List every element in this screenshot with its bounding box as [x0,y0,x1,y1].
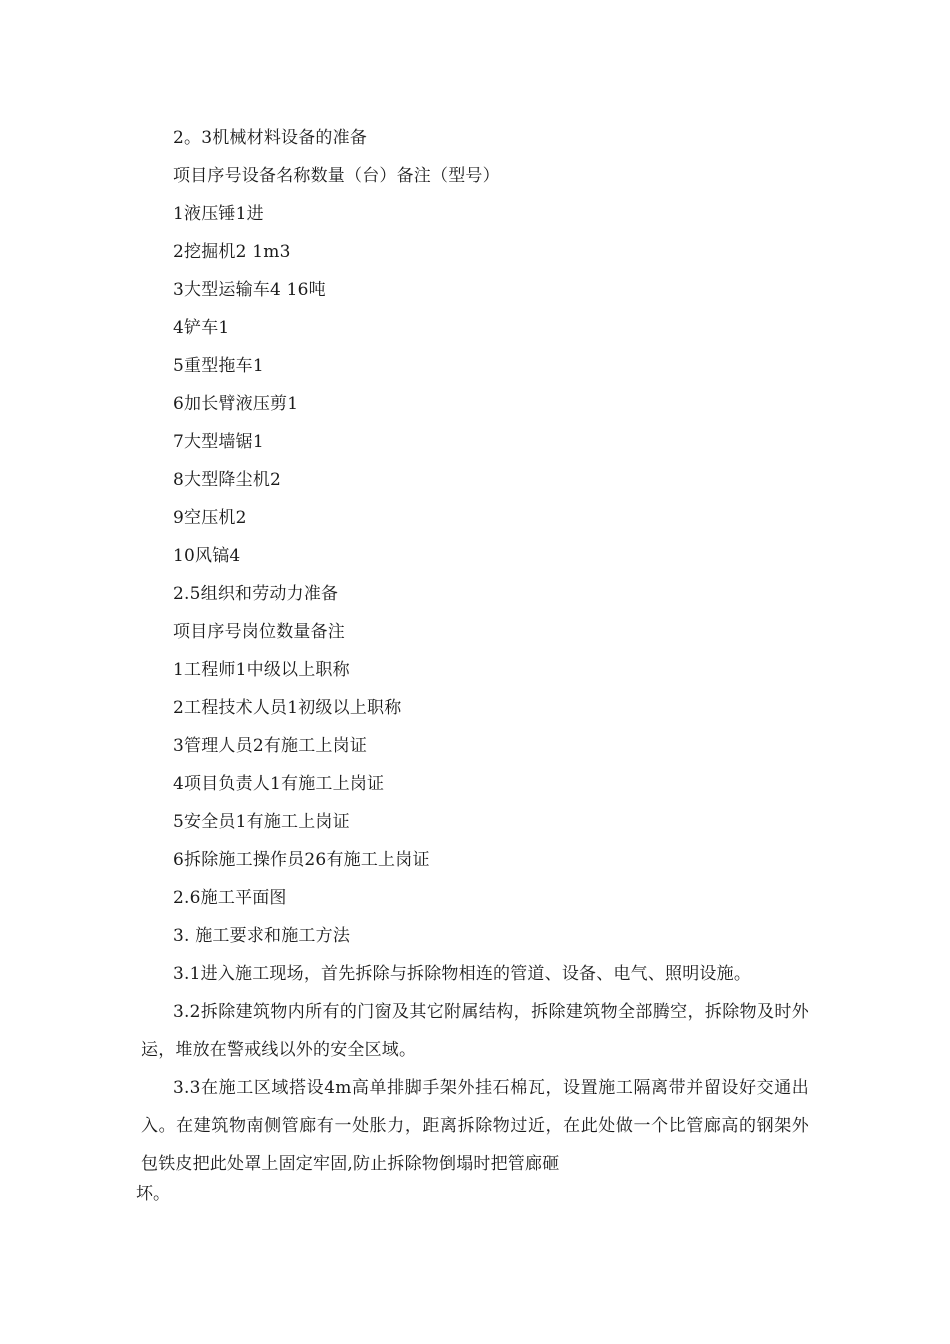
labor-row: 1工程师1中级以上职称 [173,660,350,680]
section-heading-2-6: 2.6施工平面图 [173,888,287,908]
equipment-row: 5重型拖车1 [173,356,264,376]
section-heading-2-5: 2.5组织和劳动力准备 [173,584,339,604]
labor-row: 2工程技术人员1初级以上职称 [173,698,402,718]
equipment-row: 7大型墙锯1 [173,432,264,452]
paragraph-3-2: 3.2拆除建筑物内所有的门窗及其它附属结构，拆除建筑物全部腾空，拆除物及时外运，堆放在警戒线以外的安全区域。 [141,1002,809,1060]
equipment-row: 10风镐4 [173,546,241,566]
paragraph-3-3: 3.3在施工区域搭设4m高单排脚手架外挂石棉瓦，设置施工隔离带并留设好交通出入。在建筑物南侧管廊有一处胀力，距离拆除物过近，在此处做一个比管廊高的钢架外包铁皮把此处罩上固定牢固,防止拆除物倒塌时把管廊砸 [141,1078,809,1174]
equipment-row: 8大型降尘机2 [173,470,282,490]
equipment-row: 6加长臂液压剪1 [173,394,299,414]
paragraph-3-1: 3.1进入施工现场，首先拆除与拆除物相连的管道、设备、电气、照明设施。 [173,964,752,984]
equipment-row: 4铲车1 [173,318,230,338]
equipment-row: 9空压机2 [173,508,247,528]
equipment-row: 2挖掘机2 1m3 [173,242,291,262]
equipment-row: 3大型运输车4 16吨 [173,280,326,300]
labor-row: 6拆除施工操作员26有施工上岗证 [173,850,430,870]
labor-row: 4项目负责人1有施工上岗证 [173,774,385,794]
equipment-row: 1液压锤1进 [173,204,264,224]
labor-row: 3管理人员2有施工上岗证 [173,736,368,756]
labor-table-header: 项目序号岗位数量备注 [173,622,345,642]
section-heading-2-3: 2。3机械材料设备的准备 [173,128,368,148]
equipment-table-header: 项目序号设备名称数量（台）备注（型号） [173,166,500,186]
section-heading-3: 3. 施工要求和施工方法 [173,926,351,946]
paragraph-3-3-continuation: 坏。 [136,1184,170,1204]
labor-row: 5安全员1有施工上岗证 [173,812,350,832]
